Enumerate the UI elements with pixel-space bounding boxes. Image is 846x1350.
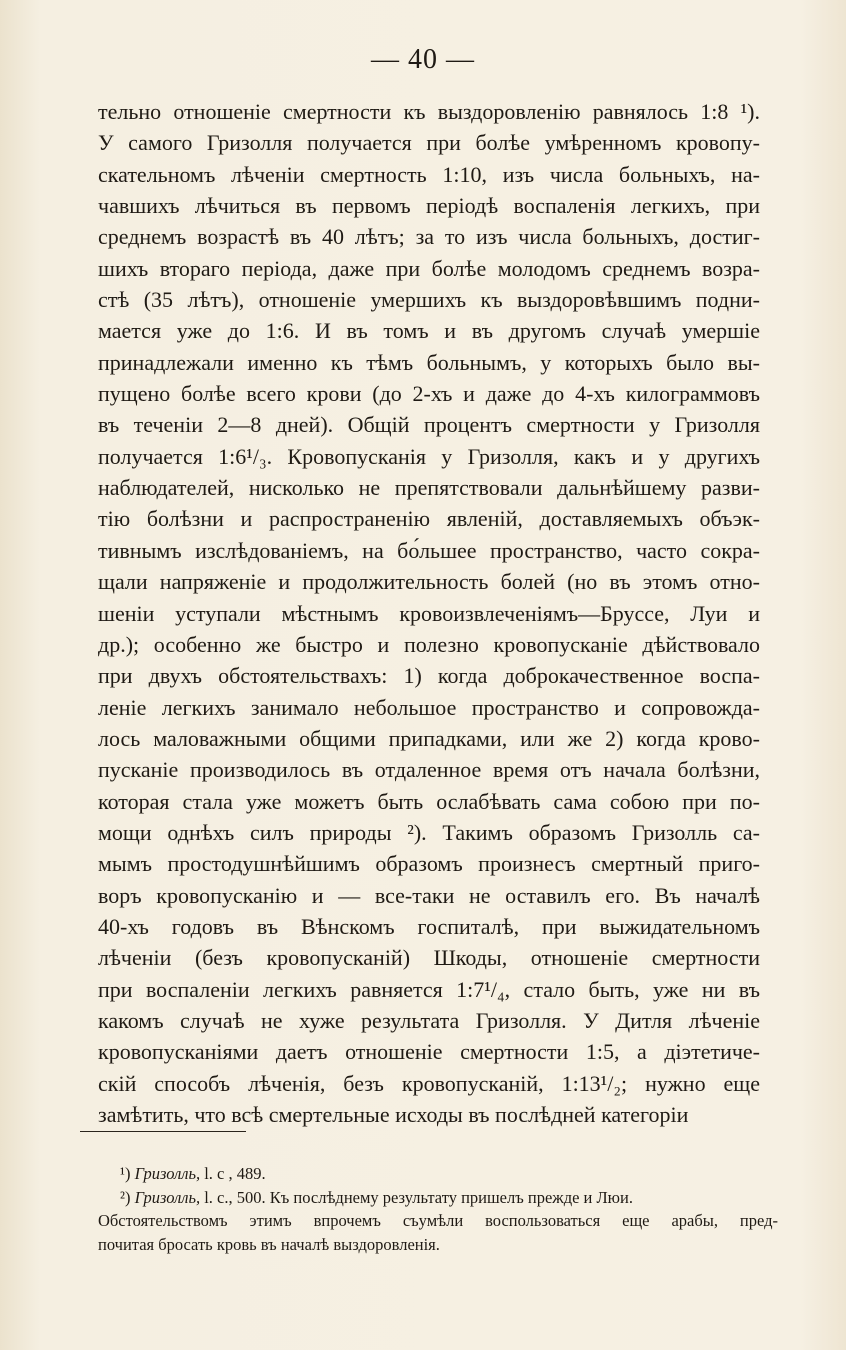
text-line: лось маловажными общими припадками, или же 2) когда крово- <box>98 725 760 751</box>
text-line: какомъ случаѣ не хуже результата Гризолля. У Дитля лѣченіе <box>98 1007 760 1033</box>
text-line: наблюдателей, нисколько не препятствовали дальнѣйшему разви- <box>98 475 760 501</box>
body-text <box>98 96 760 1130</box>
footnote-2-continuation: Обстоятельствомъ этимъ впрочемъ съумѣли воспользоваться еще арабы, пред- <box>98 1211 778 1230</box>
text-line: воръ кровопусканію и — все-таки не оставилъ его. Въ началѣ <box>98 882 760 908</box>
text-line: кровопусканіями даетъ отношеніе смертности 1:5, а діэтетиче- <box>98 1039 760 1065</box>
text-line: лѣченіи (безъ кровопусканій) Шкоды, отношеніе смертности <box>98 945 760 971</box>
page-number: — 40 — <box>371 44 475 75</box>
text-line: замѣтить, что всѣ смертельные исходы въ послѣдней категоріи <box>98 1102 689 1127</box>
footnote-2 <box>98 1186 778 1210</box>
footnote-text: l. с., 500. Къ послѣднему результату пришелъ прежде и Люи. <box>200 1187 633 1207</box>
footnote-1 <box>98 1162 778 1186</box>
text-line: принадлежали именно къ тѣмъ больнымъ, у которыхъ было вы- <box>98 349 760 375</box>
footnote-author: Гризолль, <box>134 1164 201 1183</box>
text-line: У самого Гризолля получается при болѣе умѣренномъ кровопу- <box>98 130 760 156</box>
text-line: стѣ (35 лѣтъ), отношеніе умершихъ къ выздоровѣвшимъ подни- <box>98 287 760 313</box>
text-line: при воспаленіи легкихъ равняется 1:7¹/₄, стало быть, уже ни въ <box>98 976 760 1002</box>
text-line: пусканіе производилось въ отдаленное время отъ начала болѣзни, <box>98 757 760 783</box>
footnote-separator <box>80 1131 246 1132</box>
text-line: леніе легкихъ занимало небольшое пространство и сопровожда- <box>98 694 760 720</box>
footnote-author: Гризолль, <box>134 1187 201 1207</box>
footnotes <box>98 1162 778 1256</box>
text-line: тію болѣзни и распространенію явленій, доставляемыхъ объэк- <box>98 506 760 532</box>
text-line: пущено болѣе всего крови (до 2-хъ и даже до 4-хъ килограммовъ <box>98 381 760 407</box>
text-line: мается уже до 1:6. И въ томъ и въ другомъ случаѣ умершіе <box>98 318 760 344</box>
text-line: тельно отношеніе смертности къ выздоровленію равнялось 1:8 ¹). <box>98 99 760 124</box>
footnote-text: l. с , 489. <box>200 1164 266 1183</box>
text-line: мымъ простодушнѣйшимъ образомъ произнесъ смертный приго- <box>98 851 760 877</box>
text-line: при двухъ обстоятельствахъ: 1) когда доброкачественное воспа- <box>98 663 760 689</box>
text-line: скій способъ лѣченія, безъ кровопусканій, 1:13¹/₂; нужно еще <box>98 1070 760 1096</box>
text-line: въ теченіи 2—8 дней). Общій процентъ смертности у Гризолля <box>98 412 760 438</box>
footnote-mark: ²) <box>120 1187 131 1207</box>
text-line: получается 1:6¹/₃. Кровопусканія у Гризолля, какъ и у другихъ <box>98 443 760 469</box>
text-line: которая стала уже можетъ быть ослабѣвать сама собою при по- <box>98 788 760 814</box>
text-line: чавшихъ лѣчиться въ первомъ періодѣ воспаленія легкихъ, при <box>98 193 760 219</box>
text-line: среднемъ возрастѣ въ 40 лѣтъ; за то изъ числа больныхъ, достиг- <box>98 224 760 250</box>
text-line: шеніи уступали мѣстнымъ кровоизвлеченіямъ—Бруссе, Луи и <box>98 600 760 626</box>
text-line: щали напряженіе и продолжительность болей (но въ этомъ отно- <box>98 569 760 595</box>
text-line: скательномъ лѣченіи смертность 1:10, изъ числа больныхъ, на- <box>98 161 760 187</box>
footnote-mark: ¹) <box>120 1164 131 1183</box>
text-line: мощи однѣхъ силъ природы ²). Такимъ образомъ Гризолль са- <box>98 819 760 845</box>
text-line: тивнымъ изслѣдованіемъ, на бо́льшее пространство, часто сокра- <box>98 537 760 563</box>
text-line: 40-хъ годовъ въ Вѣнскомъ госпиталѣ, при выжидательномъ <box>98 913 760 939</box>
text-line: др.); особенно же быстро и полезно кровопусканіе дѣйствовало <box>98 631 760 657</box>
footnote-2-continuation: почитая бросать кровь въ началѣ выздоровленія. <box>98 1234 440 1254</box>
text-line: шихъ втораго періода, даже при болѣе молодомъ среднемъ возра- <box>98 255 760 281</box>
